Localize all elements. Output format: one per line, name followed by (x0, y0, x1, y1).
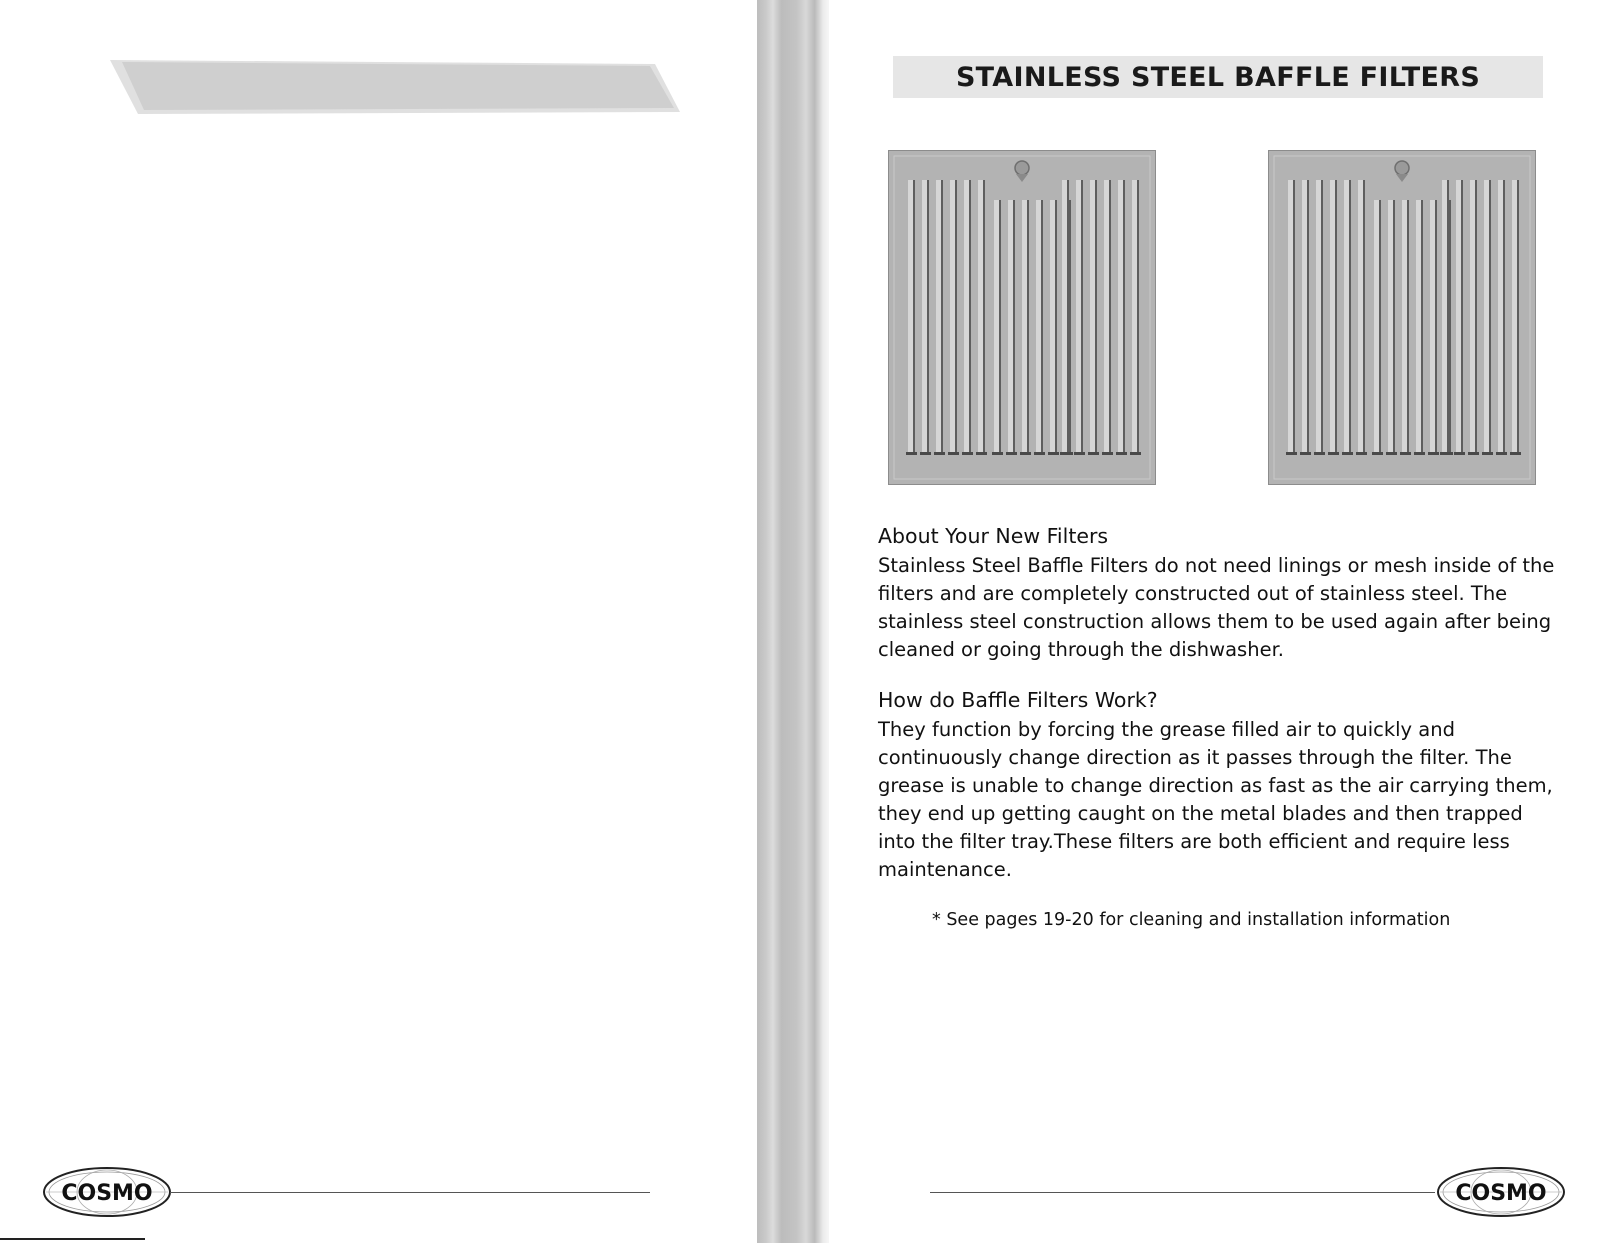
section-body-about: Stainless Steel Baffle Filters do not need linings or mesh inside of the filters and are completely constructed out of stainless steel. The stainless steel construction allows them to be used again after being cleaned or going through the dishwasher. (878, 554, 1555, 661)
svg-text:COSMO: COSMO (1455, 1181, 1547, 1206)
baffle-filter-image-2 (1268, 150, 1536, 485)
section-heading-about: About Your New Filters (878, 524, 1109, 548)
title-bar (893, 56, 1543, 98)
footer-line-right (930, 1192, 1435, 1193)
footer-line-left (170, 1192, 650, 1193)
section-heading-how: How do Baffle Filters Work? (878, 688, 1158, 712)
baffle-filter-icon (888, 150, 1156, 485)
cosmo-logo-right (1436, 1166, 1566, 1222)
left-page-banner (110, 58, 680, 114)
section-body-how: They function by forcing the grease filled air to quickly and continuously change direction as it passes through the filter. The grease is unable to change direction as fast as the air carrying them, they end up getting caught on the metal blades and then trapped into the filter tray.These filters are both efficient and require less maintenance. (878, 718, 1553, 881)
section-how (878, 686, 1558, 884)
cosmo-logo-left (42, 1166, 172, 1222)
book-spine (757, 0, 829, 1243)
footnote: * See pages 19-20 for cleaning and installation information (932, 910, 1451, 930)
page-title: STAINLESS STEEL BAFFLE FILTERS (955, 61, 1481, 93)
baffle-filter-icon (1268, 150, 1536, 485)
svg-text:COSMO: COSMO (61, 1181, 153, 1206)
corner-mark (0, 1238, 145, 1240)
section-about (878, 522, 1558, 664)
baffle-filter-image-1 (888, 150, 1156, 485)
